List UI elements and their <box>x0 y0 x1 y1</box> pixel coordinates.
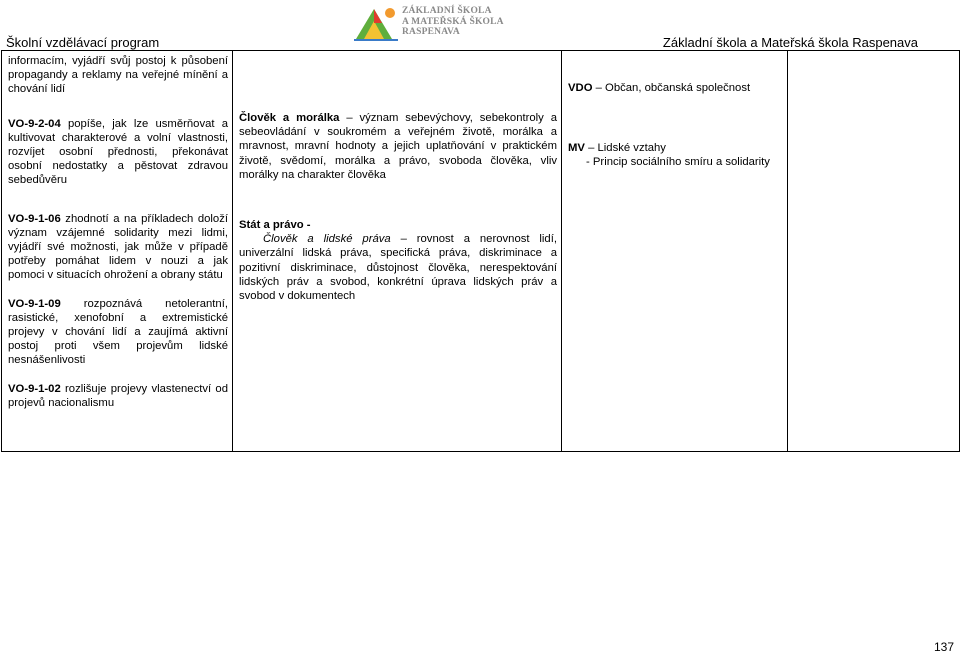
page-number: 137 <box>933 640 954 654</box>
output-text: popíše, jak lze usměrňovat a kultivovat charakterové a volní vlastnosti, rozvíjet osobní přednosti, překonávat osobní nedostatky a pěstovat zdravou sebedůvěru <box>8 117 228 187</box>
curriculum-column <box>233 51 562 452</box>
theme-mv <box>568 141 783 155</box>
theme-text: – Lidské vztahy <box>584 142 666 155</box>
logo-line: ZÁKLADNÍ ŠKOLA <box>402 6 492 16</box>
curriculum-text: – rovnost a nerovnost lidí, univerzální lidská práva, specifická práva, diskriminace a pozitivní diskriminace, důstojnost člověka, nerespektování lidských práv a svobod, konkrétní úprava lidských práv a svobod v dokumentech <box>239 233 557 303</box>
theme-mv-sub: - Princip sociálního smíru a solidarity <box>586 156 770 169</box>
outputs-column <box>2 51 233 452</box>
themes-column <box>562 51 788 452</box>
output-item <box>8 382 228 410</box>
header-school-name: Základní škola a Mateřská škola Raspenava <box>662 35 918 50</box>
curriculum-table <box>1 50 960 452</box>
theme-vdo <box>568 81 783 95</box>
output-code: VO-9-2-04 <box>8 117 61 130</box>
output-item <box>8 117 228 188</box>
theme-code: VDO <box>568 82 593 94</box>
school-logo-icon <box>352 3 402 43</box>
notes-column <box>788 51 960 452</box>
curriculum-subtitle: Člověk a lidské práva <box>263 233 391 246</box>
curriculum-text: – význam sebevýchovy, sebekontroly a sebeovládání v soukromém a veřejném životě, morálka a mravnost, mravní hodnoty a jejich uplatňování v praktickém životě, svědomí, morálka a právo, svoboda člověka, vliv morálky na charakter člověka <box>239 112 558 181</box>
output-code: VO-9-1-06 <box>8 212 61 225</box>
header-program-title: Školní vzdělávací program <box>6 35 160 50</box>
output-code: VO-9-1-09 <box>8 297 61 310</box>
school-logo <box>352 3 504 43</box>
curriculum-title: Člověk a morálka <box>239 112 340 124</box>
output-text: rozpoznává netolerantní, rasistické, xenofobní a extremistické projevy v chování lidí a zaujímá aktivní postoj proti všem projevům lidské nesnášenlivosti <box>8 297 228 367</box>
output-item <box>8 297 228 368</box>
curriculum-heading: Stát a právo - <box>239 219 311 232</box>
curriculum-item <box>239 232 557 303</box>
output-item <box>8 212 228 283</box>
intro-text: informacím, vyjádří svůj postoj k působení propagandy a reklamy na veřejné mínění a chování lidí <box>8 55 228 96</box>
theme-text: – Občan, občanská společnost <box>592 82 751 94</box>
output-text: rozlišuje projevy vlastenectví od projevů nacionalismu <box>8 382 228 409</box>
logo-wordmark <box>402 6 504 38</box>
theme-code: MV <box>568 142 585 155</box>
output-text: zhodnotí a na příkladech doloží význam vzájemné solidarity mezi lidmi, vyjádří své možnosti, jak může v případě potřeby pomáhat lidem v nouzi a jak pomoci v situacích ohrožení a obrany státu <box>8 212 228 282</box>
logo-line: A MATEŘSKÁ ŠKOLA <box>402 16 504 27</box>
logo-line: RASPENAVA <box>402 27 460 37</box>
curriculum-item <box>239 111 557 182</box>
output-code: VO-9-1-02 <box>8 382 61 395</box>
